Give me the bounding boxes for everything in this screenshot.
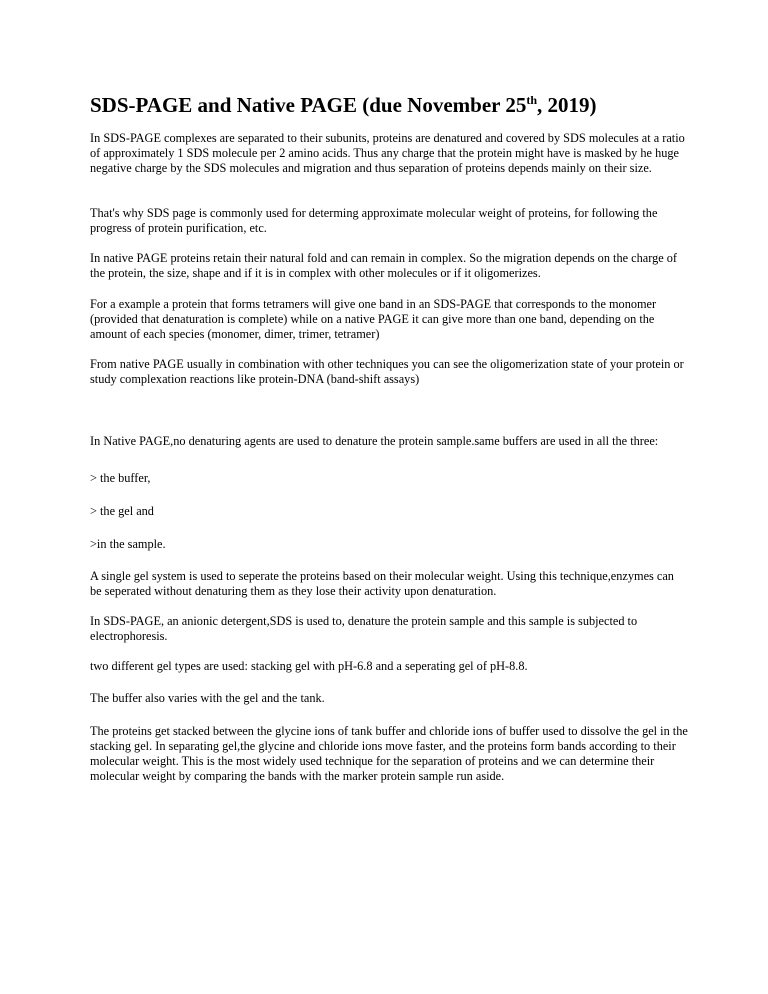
list-item-gel: > the gel and: [90, 504, 154, 518]
list-item-buffer: > the buffer,: [90, 471, 151, 485]
title-end: , 2019): [537, 93, 597, 117]
paragraph-tetramer-example: For a example a protein that forms tetramers will give one band in an SDS-PAGE that corresponds to the monomer (provided that denaturation is complete) while on a native PAGE it can give more than one band, depending on the amount of each species (monomer, dimer, trimer, tetramer): [90, 297, 657, 341]
title-superscript: th: [526, 93, 538, 107]
paragraph-native-intro: In native PAGE proteins retain their natural fold and can remain in complex. So the migration depends on the charge of the protein, the size, shape and if it is in complex with other molecules or if it oligomerizes.: [90, 251, 678, 280]
paragraph-oligomerization: From native PAGE usually in combination with other techniques you can see the oligomerization state of your protein or study complexation reactions like protein-DNA (band-shift assays): [90, 357, 684, 386]
paragraph-native-buffers: In Native PAGE,no denaturing agents are used to denature the protein sample.same buffers are used in all the three:: [90, 434, 659, 448]
title-main: SDS-PAGE and Native PAGE (due November 25: [90, 93, 527, 117]
paragraph-single-gel: A single gel system is used to seperate the proteins based on their molecular weight. Using this technique,enzymes can be seperated without denaturing them as they lose their activity upon denaturation.: [90, 569, 674, 598]
paragraph-sds-intro: In SDS-PAGE complexes are separated to their subunits, proteins are denatured and covered by SDS molecules at a ratio of approximately 1 SDS molecule per 2 amino acids. Thus any charge that the protein might have is masked by he huge negative charge by the SDS molecules and migration and thus separation of proteins depends mainly on their size.: [90, 131, 685, 175]
document-title: [90, 91, 597, 119]
paragraph-stacking: The proteins get stacked between the glycine ions of tank buffer and chloride ions of buffer used to dissolve the gel in the stacking gel. In separating gel,the glycine and chloride ions move faster, and the proteins form bands according to their molecular weight. This is the most widely used technique for the separation of proteins and we can determine their molecular weight by comparing the bands with the marker protein sample run aside.: [90, 724, 688, 783]
list-item-sample: >in the sample.: [90, 537, 166, 551]
paragraph-sds-usage: That's why SDS page is commonly used for determing approximate molecular weight of proteins, for following the progress of protein purification, etc.: [90, 206, 658, 235]
paragraph-buffer-varies: The buffer also varies with the gel and the tank.: [90, 691, 325, 705]
paragraph-gel-types: two different gel types are used: stacking gel with pH-6.8 and a seperating gel of pH-8.8.: [90, 659, 528, 673]
paragraph-sds-detergent: In SDS-PAGE, an anionic detergent,SDS is used to, denature the protein sample and this sample is subjected to electrophoresis.: [90, 614, 638, 643]
